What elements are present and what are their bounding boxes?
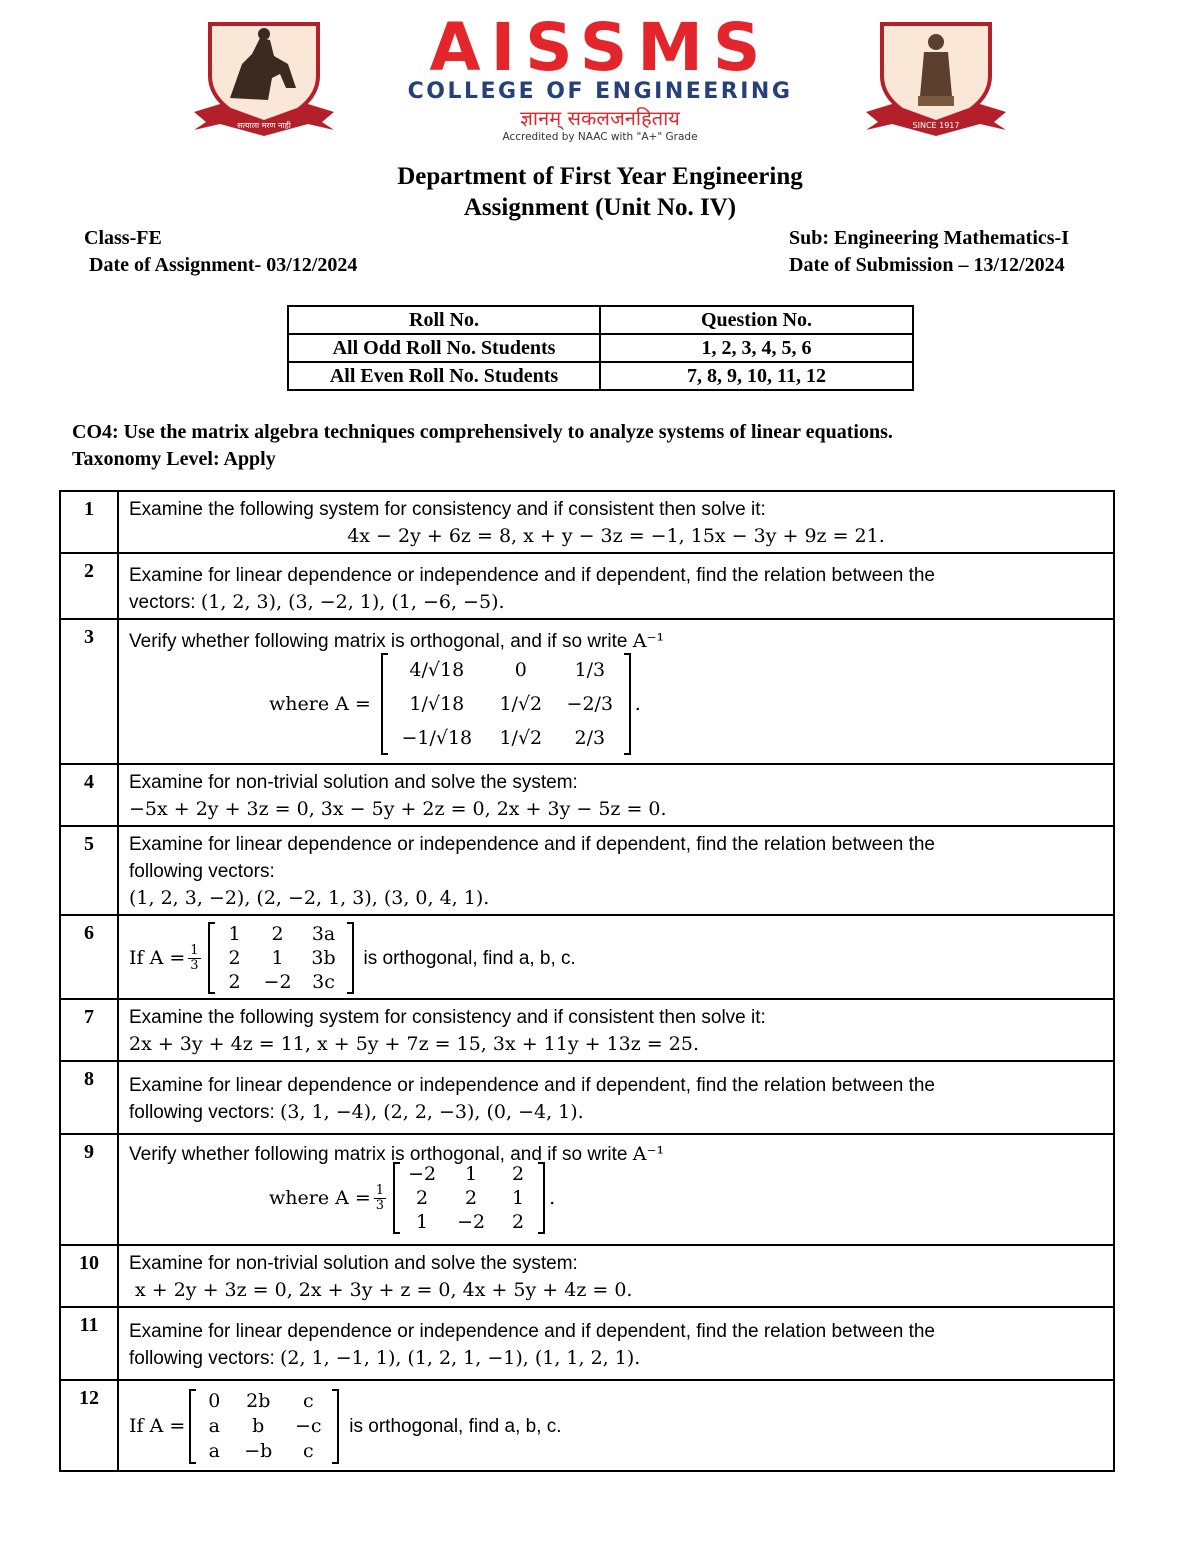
table-cell: All Odd Roll No. Students <box>288 334 600 362</box>
matrix-cell: 2/3 <box>574 726 606 749</box>
question-number: 5 <box>60 826 118 915</box>
question-row <box>60 999 1114 1061</box>
question-math: (1, 2, 3), (3, −2, 1), (1, −6, −5). <box>200 591 505 613</box>
question-text: Verify whether following matrix is orthogonal, and if so write <box>129 1144 633 1165</box>
matrix-cell: −2 <box>408 1162 437 1185</box>
question-number: 3 <box>60 619 118 764</box>
matrix-cell: 2 <box>228 946 241 969</box>
question-math: 2x + 3y + 4z = 11, x + 5y + 7z = 15, 3x + 11y + 13z = 25. <box>129 1033 699 1055</box>
department-title: Department of First Year Engineering <box>397 163 803 190</box>
subject-label: Sub: Engineering Mathematics-I <box>789 227 1069 249</box>
taxonomy-level: Taxonomy Level: Apply <box>72 448 276 470</box>
question-row <box>60 826 1114 915</box>
question-text: Examine for non-trivial solution and solve the system: <box>129 772 578 793</box>
fraction: $\frac{1}{3}$ <box>375 1182 385 1213</box>
brand-subtitle: COLLEGE OF ENGINEERING <box>407 79 793 104</box>
matrix <box>189 1389 339 1464</box>
table-row <box>288 362 913 390</box>
question-row <box>60 553 1114 619</box>
questions-table <box>59 490 1115 1472</box>
inverse-symbol: A⁻¹ <box>632 630 665 652</box>
right-emblem-logo <box>862 18 1010 138</box>
matrix-cell: 1/√2 <box>499 692 543 715</box>
matrix-cell: 1 <box>416 1210 429 1233</box>
matrix-lead: If A = <box>129 1415 186 1437</box>
question-math: 4x − 2y + 6z = 8, x + y − 3z = −1, 15x − 3y + 9z = 21. <box>347 525 885 547</box>
question-row <box>60 1307 1114 1380</box>
question-math: (1, 2, 3, −2), (2, −2, 1, 3), (3, 0, 4, 1). <box>129 887 490 909</box>
svg-text:सत्याला मरण नाही: सत्याला मरण नाही <box>237 121 291 130</box>
question-math: x + 2y + 3z = 0, 2x + 3y + z = 0, 4x + 5y + 4z = 0. <box>135 1279 633 1301</box>
table-header-cell: Question No. <box>600 306 913 334</box>
matrix-cell: 0 <box>208 1390 221 1412</box>
question-row <box>60 764 1114 826</box>
question-text: vectors: <box>129 592 201 613</box>
question-text: Examine for linear dependence or independence and if dependent, find the relation between the <box>129 565 935 586</box>
question-row <box>60 1380 1114 1471</box>
question-row <box>60 915 1114 999</box>
matrix-cell: −1/√18 <box>401 726 473 749</box>
question-text: Examine the following system for consistency and if consistent then solve it: <box>129 1007 766 1028</box>
matrix-cell: −b <box>244 1440 273 1462</box>
matrix-lead: If A = <box>129 946 186 969</box>
question-text: is orthogonal, find a, b, c. <box>363 947 576 969</box>
assignment-date: Date of Assignment- 03/12/2024 <box>89 254 358 276</box>
table-cell: 7, 8, 9, 10, 11, 12 <box>600 362 913 390</box>
matrix-cell: 2 <box>416 1186 429 1209</box>
matrix-cell: c <box>302 1440 314 1462</box>
matrix-cell: 1 <box>271 946 284 969</box>
question-number: 12 <box>60 1380 118 1471</box>
accreditation-text: Accredited by NAAC with "A+" Grade <box>502 131 698 143</box>
question-text: Examine for linear dependence or independence and if dependent, find the relation between the <box>129 1321 935 1342</box>
submission-date: Date of Submission – 13/12/2024 <box>789 254 1065 276</box>
matrix-cell: 1/√18 <box>409 692 465 715</box>
matrix-cell: 2 <box>228 970 241 993</box>
matrix-cell: 3c <box>312 970 335 993</box>
matrix <box>393 1162 545 1234</box>
question-number: 11 <box>60 1307 118 1380</box>
brand-motto: ज्ञानम् सकलजनहिताय <box>520 106 680 130</box>
question-text: Examine for linear dependence or independence and if dependent, find the relation between the <box>129 834 935 855</box>
matrix-cell: −2/3 <box>566 692 614 715</box>
question-text: Examine for linear dependence or independence and if dependent, find the relation between the <box>129 1075 935 1096</box>
matrix-cell: b <box>252 1415 265 1437</box>
question-number: 8 <box>60 1061 118 1134</box>
table-cell: 1, 2, 3, 4, 5, 6 <box>600 334 913 362</box>
question-text: Examine the following system for consistency and if consistent then solve it: <box>129 499 766 520</box>
college-brand <box>380 9 820 144</box>
left-emblem-logo <box>190 18 338 138</box>
matrix <box>381 653 631 755</box>
matrix-cell: 1/3 <box>574 658 606 681</box>
assignment-title: Assignment (Unit No. IV) <box>463 194 737 221</box>
svg-text:SINCE 1917: SINCE 1917 <box>912 121 960 130</box>
matrix-cell: 3b <box>311 946 336 969</box>
question-row: 3 Verify whether following matrix is orthogonal, and if so write A⁻¹ where A = 4/√18 0 1/3 1/√18 1/√2 −2/3 −1/√18 1/√2 2/3 . <box>60 619 1114 764</box>
question-text: is orthogonal, find a, b, c. <box>349 1416 562 1437</box>
question-number: 6 <box>60 915 118 999</box>
course-outcome: CO4: Use the matrix algebra techniques comprehensively to analyze systems of linear equations. <box>72 421 893 443</box>
table-header-cell: Roll No. <box>288 306 600 334</box>
matrix <box>208 922 354 994</box>
matrix-cell: 1 <box>512 1186 525 1209</box>
inverse-symbol: A⁻¹ <box>632 1143 665 1165</box>
matrix-lead: where A = <box>269 1186 371 1209</box>
matrix-cell: 2 <box>465 1186 478 1209</box>
matrix-cell: −c <box>294 1415 322 1437</box>
matrix-cell: 2 <box>271 922 284 945</box>
question-row <box>60 491 1114 553</box>
question-row: 9 Verify whether following matrix is orthogonal, and if so write A⁻¹ where A = $\frac{1}{3}$ −2 1 2 2 2 1 1 −2 2 . <box>60 1134 1114 1245</box>
question-row <box>60 1245 1114 1307</box>
question-number: 1 <box>60 491 118 553</box>
question-text: following vectors: <box>129 861 275 882</box>
question-number: 10 <box>60 1245 118 1307</box>
fraction: $\frac{1}{3}$ <box>190 942 199 973</box>
question-number: 9 <box>60 1134 118 1245</box>
table-row <box>288 334 913 362</box>
matrix-cell: 2 <box>512 1210 525 1233</box>
question-math: (2, 1, −1, 1), (1, 2, 1, −1), (1, 1, 2, 1). <box>280 1347 641 1369</box>
matrix-lead: where A = <box>269 692 371 715</box>
matrix-cell: 1/√2 <box>499 726 543 749</box>
matrix-cell: −2 <box>457 1210 486 1233</box>
class-label: Class-FE <box>84 227 162 249</box>
matrix-cell: 0 <box>514 658 527 681</box>
matrix-cell: a <box>208 1440 220 1462</box>
question-number: 7 <box>60 999 118 1061</box>
table-cell: All Even Roll No. Students <box>288 362 600 390</box>
question-row <box>60 1061 1114 1134</box>
question-text: following vectors: <box>129 1102 281 1123</box>
question-math: (3, 1, −4), (2, 2, −3), (0, −4, 1). <box>280 1101 584 1123</box>
matrix-cell: 4/√18 <box>409 658 465 681</box>
matrix-cell: −2 <box>263 970 292 993</box>
matrix-cell: 3a <box>311 922 336 945</box>
question-text: following vectors: <box>129 1348 281 1369</box>
matrix-cell: 1 <box>228 922 241 945</box>
matrix-cell: c <box>302 1390 314 1412</box>
question-number: 2 <box>60 553 118 619</box>
brand-name: AISSMS <box>429 9 771 86</box>
question-text: Examine for non-trivial solution and solve the system: <box>129 1253 578 1274</box>
matrix-cell: 1 <box>465 1162 478 1185</box>
matrix-cell: a <box>208 1415 220 1437</box>
question-math: −5x + 2y + 3z = 0, 3x − 5y + 2z = 0, 2x + 3y − 5z = 0. <box>129 798 667 820</box>
question-number: 4 <box>60 764 118 826</box>
matrix-cell: 2 <box>512 1162 525 1185</box>
table-header-row <box>288 306 913 334</box>
matrix-cell: 2b <box>246 1390 271 1412</box>
question-text: Verify whether following matrix is orthogonal, and if so write <box>129 631 633 652</box>
roll-number-table <box>287 305 914 391</box>
